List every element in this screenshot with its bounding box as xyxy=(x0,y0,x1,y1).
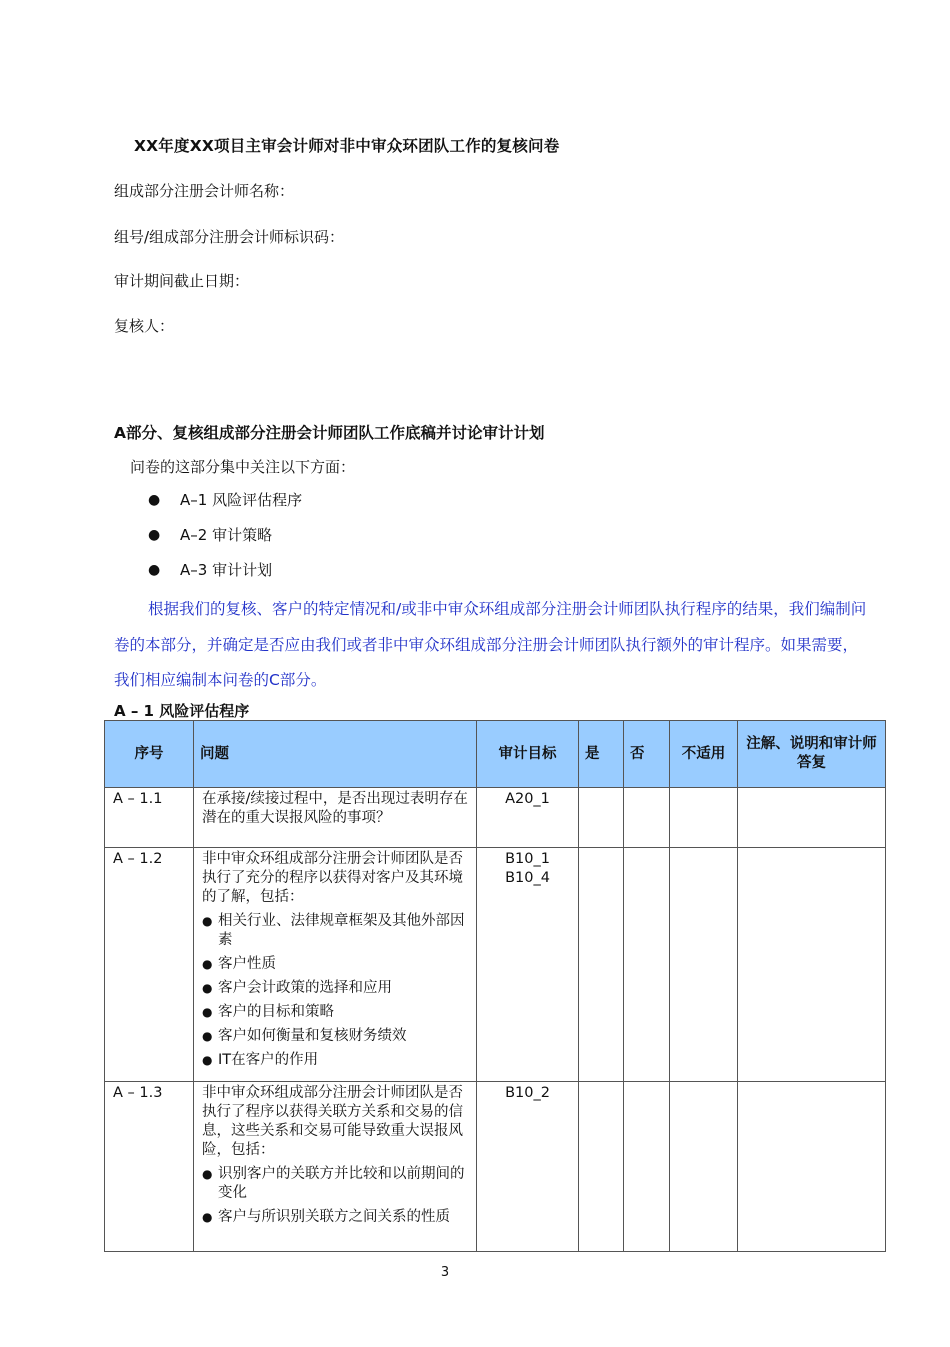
row-question xyxy=(194,788,477,848)
document-title: XX年度XX项目主审会计师对非中审众环团队工作的复核问卷 xyxy=(134,137,560,155)
audit-objective-code: B10_2 xyxy=(505,1085,550,1101)
list-item xyxy=(148,489,302,524)
audit-objective-code: B10_4 xyxy=(505,870,550,886)
list-item-label: A–3 审计计划 xyxy=(180,561,273,579)
field-reviewer: 复核人： xyxy=(114,317,175,335)
list-item-label: A–1 风险评估程序 xyxy=(180,491,303,509)
question-text: 非中审众环组成部分注册会计师团队是否执行了充分的程序以获得对客户及其环境的了解，包括： xyxy=(202,851,463,905)
list-item-label: A–2 审计策略 xyxy=(180,526,273,544)
cell-comments[interactable] xyxy=(738,788,886,848)
list-item-label: 客户性质 xyxy=(218,956,276,972)
question-text: 非中审众环组成部分注册会计师团队是否执行了程序以获得关联方关系和交易的信息，这些关系和交易可能导致重大误报风险，包括： xyxy=(202,1085,463,1158)
header-comments: 注解、说明和审计师答复 xyxy=(738,721,886,788)
list-item xyxy=(148,524,302,559)
question-bullet-list xyxy=(202,912,468,1070)
questionnaire-table xyxy=(104,720,886,1252)
list-item xyxy=(202,1208,468,1227)
cell-not-applicable[interactable] xyxy=(670,1082,738,1252)
list-item-label: 客户会计政策的选择和应用 xyxy=(218,980,392,996)
cell-comments[interactable] xyxy=(738,1082,886,1252)
cell-no[interactable] xyxy=(624,848,670,1082)
header-question: 问题 xyxy=(194,721,477,788)
bullet-icon: ● xyxy=(202,1167,213,1181)
bullet-icon: ● xyxy=(202,957,213,971)
section-a-paragraph: 根据我们的复核、客户的特定情况和/或非中审众环组成部分注册会计师团队执行程序的结果，我们编制问卷的本部分，并确定是否应由我们或者非中审众环组成部分注册会计师团队执行额外的审计程序。如果需要， 我们相应编制本问卷的C部分。 xyxy=(114,600,867,689)
cell-not-applicable[interactable] xyxy=(670,788,738,848)
bullet-icon: ● xyxy=(202,1005,213,1019)
table-row xyxy=(105,1082,886,1252)
bullet-icon: ● xyxy=(148,527,161,543)
bullet-icon: ● xyxy=(148,492,161,508)
header-yes: 是 xyxy=(579,721,624,788)
bullet-icon: ● xyxy=(148,562,161,578)
list-item xyxy=(202,1165,468,1203)
section-a-intro: 问卷的这部分集中关注以下方面： xyxy=(130,458,356,476)
field-period-end-date: 审计期间截止日期： xyxy=(114,272,250,290)
row-number: A – 1.1 xyxy=(105,788,194,848)
header-number: 序号 xyxy=(105,721,194,788)
row-question xyxy=(194,848,477,1082)
list-item-label: 识别客户的关联方并比较和以前期间的变化 xyxy=(218,1166,465,1201)
list-item xyxy=(202,955,468,974)
field-component-auditor-name: 组成部分注册会计师名称： xyxy=(114,182,295,200)
cell-no[interactable] xyxy=(624,1082,670,1252)
row-number: A – 1.2 xyxy=(105,848,194,1082)
table-row xyxy=(105,788,886,848)
row-audit-objective xyxy=(477,788,579,848)
bullet-icon: ● xyxy=(202,1053,213,1067)
bullet-icon: ● xyxy=(202,1029,213,1043)
section-a-title: A部分、复核组成部分注册会计师团队工作底稿并讨论审计计划 xyxy=(114,424,545,442)
list-item-label: 相关行业、法律规章框架及其他外部因素 xyxy=(218,913,465,948)
list-item xyxy=(202,979,468,998)
list-item-label: IT在客户的作用 xyxy=(218,1052,319,1068)
cell-yes[interactable] xyxy=(579,848,624,1082)
header-not-applicable: 不适用 xyxy=(670,721,738,788)
list-item xyxy=(202,1027,468,1046)
header-audit-objective: 审计目标 xyxy=(477,721,579,788)
cell-not-applicable[interactable] xyxy=(670,848,738,1082)
bullet-icon: ● xyxy=(202,1210,213,1224)
table-header-row xyxy=(105,721,886,788)
list-item-label: 客户如何衡量和复核财务绩效 xyxy=(218,1028,407,1044)
row-audit-objective xyxy=(477,1082,579,1252)
page-number: 3 xyxy=(440,1265,450,1280)
subsection-title: A – 1 风险评估程序 xyxy=(114,702,250,720)
bullet-icon: ● xyxy=(202,981,213,995)
row-question xyxy=(194,1082,477,1252)
list-item xyxy=(148,559,302,594)
question-bullet-list xyxy=(202,1165,468,1227)
cell-yes[interactable] xyxy=(579,788,624,848)
audit-objective-code: B10_1 xyxy=(505,851,550,867)
cell-yes[interactable] xyxy=(579,1082,624,1252)
list-item xyxy=(202,1051,468,1070)
table-row xyxy=(105,848,886,1082)
section-a-bullet-list xyxy=(148,489,302,594)
row-audit-objective xyxy=(477,848,579,1082)
list-item-label: 客户与所识别关联方之间关系的性质 xyxy=(218,1209,450,1225)
bullet-icon: ● xyxy=(202,914,213,928)
field-group-id: 组号/组成部分注册会计师标识码： xyxy=(114,228,345,246)
row-number: A – 1.3 xyxy=(105,1082,194,1252)
header-no: 否 xyxy=(624,721,670,788)
question-text: 在承接/续接过程中，是否出现过表明存在潜在的重大误报风险的事项？ xyxy=(202,791,468,826)
cell-no[interactable] xyxy=(624,788,670,848)
list-item xyxy=(202,912,468,950)
list-item xyxy=(202,1003,468,1022)
cell-comments[interactable] xyxy=(738,848,886,1082)
audit-objective-code: A20_1 xyxy=(505,791,550,807)
list-item-label: 客户的目标和策略 xyxy=(218,1004,334,1020)
